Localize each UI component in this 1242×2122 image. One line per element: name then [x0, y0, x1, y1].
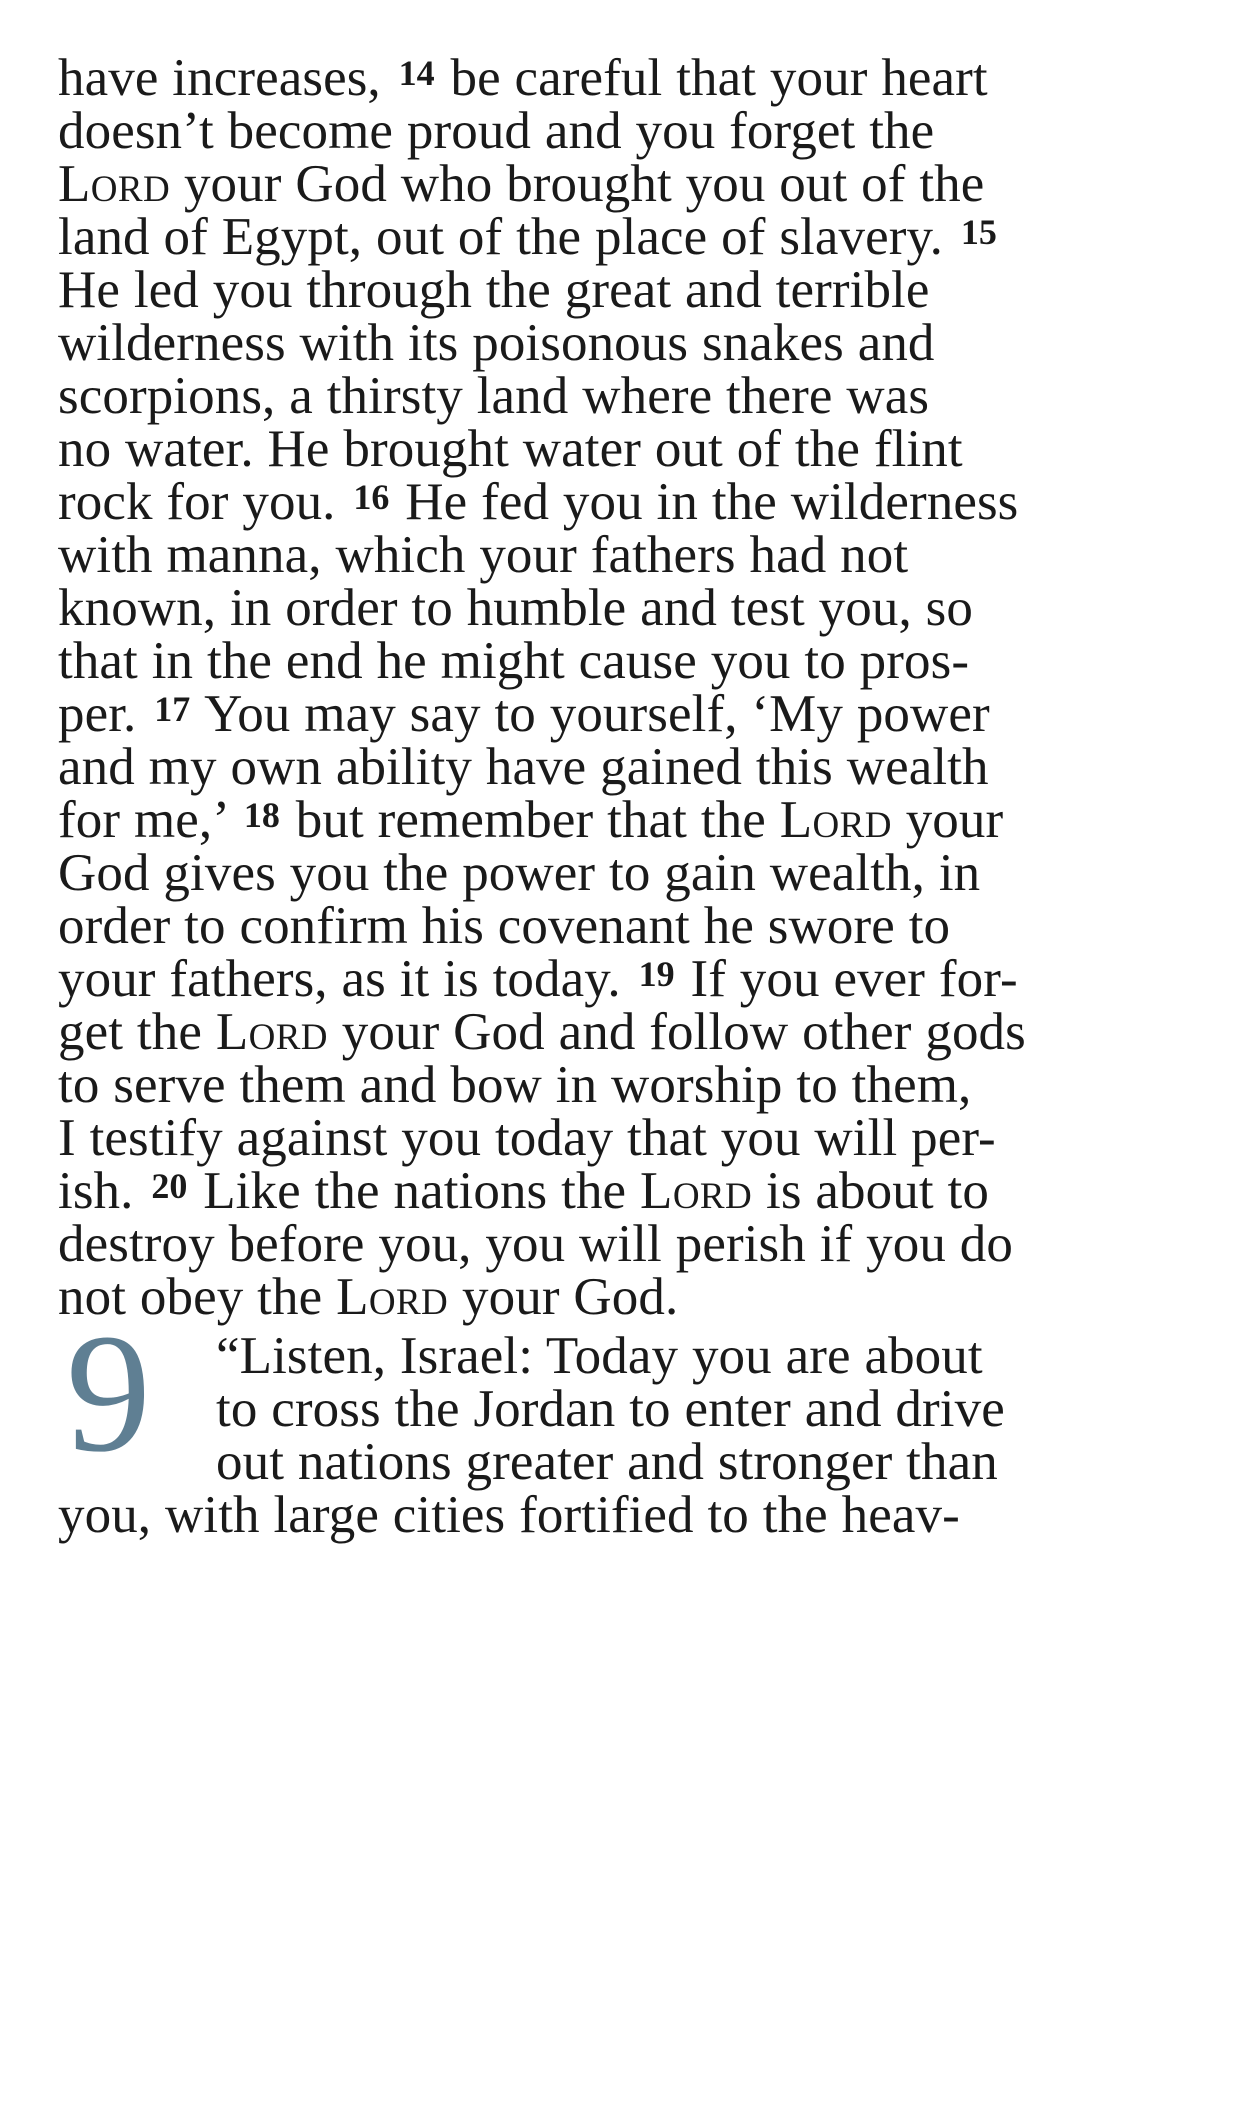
text-run: your God who brought you out of the	[170, 155, 985, 213]
verse-number: 18	[243, 795, 280, 835]
text-run: known, in order to humble and test you, so	[58, 579, 973, 637]
verse-number: 16	[353, 477, 390, 517]
divine-name: Lord	[58, 155, 171, 213]
text-line	[58, 579, 1194, 637]
text-line	[58, 1003, 1194, 1061]
text-run: You may say to yourself, ‘My power	[192, 685, 990, 743]
text-line	[58, 314, 1194, 372]
text-run: be careful that your heart	[436, 49, 988, 107]
text-line	[58, 1162, 1194, 1220]
chapter-number-dropcap: 9	[66, 1299, 152, 1487]
text-run: doesn’t become proud and you forget the	[58, 102, 935, 160]
text-run: Like the nations the	[189, 1162, 641, 1220]
text-run: that in the end he might cause you to pros-	[58, 632, 970, 690]
text-line	[58, 367, 1194, 425]
text-line	[58, 791, 1194, 849]
text-line	[58, 208, 1194, 266]
text-line	[58, 526, 1194, 584]
text-run: order to confirm his covenant he swore to	[58, 897, 951, 955]
text-run: your God and follow other gods	[327, 1003, 1026, 1061]
chapter-rest-lines	[58, 1486, 1194, 1544]
text-run: “Listen, Israel: Today you are about	[216, 1327, 983, 1385]
text-run: ish.	[58, 1162, 148, 1220]
text-run: with manna, which your fathers had not	[58, 526, 909, 584]
text-run: scorpions, a thirsty land where there was	[58, 367, 930, 425]
text-run: no water. He brought water out of the flint	[58, 420, 963, 478]
text-run: but remember that the	[281, 791, 780, 849]
verse-number: 19	[638, 954, 675, 994]
text-run: is about to	[752, 1162, 989, 1220]
text-run: for me,’	[58, 791, 240, 849]
text-run: land of Egypt, out of the place of slavery.	[58, 208, 957, 266]
text-run: to cross the Jordan to enter and drive	[216, 1380, 1005, 1438]
text-run: have increases,	[58, 49, 395, 107]
text-line	[58, 49, 1194, 107]
text-run: rock for you.	[58, 473, 350, 531]
text-run: you, with large cities fortified to the heav-	[58, 1486, 960, 1544]
text-run: and my own ability have gained this wealth	[58, 738, 989, 796]
text-run: If you ever for-	[676, 950, 1018, 1008]
text-run: out nations greater and stronger than	[216, 1433, 998, 1491]
text-line	[58, 844, 1194, 902]
chapter-9-block	[58, 1299, 1194, 1544]
divine-name-initial: L	[779, 791, 813, 849]
divine-name-initial: L	[336, 1268, 369, 1326]
divine-name: Lord	[640, 1162, 753, 1220]
divine-name-initial: L	[640, 1162, 673, 1220]
text-line	[58, 1109, 1194, 1167]
text-line	[216, 1380, 1194, 1438]
text-run: your God.	[448, 1268, 679, 1326]
text-line	[58, 738, 1194, 796]
text-line	[58, 420, 1194, 478]
divine-name: Lord	[779, 791, 892, 849]
text-run: He fed you in the wilderness	[391, 473, 1019, 531]
text-line	[58, 950, 1194, 1008]
text-line	[58, 1268, 1194, 1326]
chapter-continuation-lines	[58, 1486, 1194, 1544]
text-line	[58, 102, 1194, 160]
verse-number: 14	[398, 53, 435, 93]
text-run: your fathers, as it is today.	[58, 950, 635, 1008]
text-line	[58, 1215, 1194, 1273]
verse-number: 20	[151, 1166, 188, 1206]
text-run: wilderness with its poisonous snakes and	[58, 314, 935, 372]
text-line	[216, 1433, 1194, 1491]
text-run: He led you through the great and terrible	[58, 261, 930, 319]
text-run: get the	[58, 1003, 216, 1061]
divine-name-initial: L	[58, 155, 91, 213]
text-run: God gives you the power to gain wealth, in	[58, 844, 981, 902]
chapter-opening-lines	[216, 1327, 1194, 1491]
verse-number: 17	[154, 689, 191, 729]
text-run: not obey the	[58, 1268, 337, 1326]
text-run: per.	[58, 685, 151, 743]
chapter-indent-lines	[216, 1327, 1194, 1491]
divine-name: Lord	[215, 1003, 328, 1061]
scripture-body	[58, 49, 1194, 1544]
passage-paragraph	[58, 49, 1194, 1326]
text-line	[216, 1327, 1194, 1385]
divine-name-initial: L	[215, 1003, 249, 1061]
text-line	[58, 632, 1194, 690]
text-line	[58, 261, 1194, 319]
verse-number: 15	[960, 212, 997, 252]
passage-lines	[58, 49, 1194, 1326]
text-run: your	[891, 791, 1004, 849]
text-line	[58, 155, 1194, 213]
text-line	[58, 473, 1194, 531]
text-line	[58, 897, 1194, 955]
divine-name: Lord	[336, 1268, 449, 1326]
text-run: to serve them and bow in worship to them,	[58, 1056, 972, 1114]
text-run: I testify against you today that you will per-	[58, 1109, 996, 1167]
text-line	[58, 1486, 1194, 1544]
text-run: destroy before you, you will perish if you do	[58, 1215, 1013, 1273]
text-line	[58, 1056, 1194, 1114]
text-line	[58, 685, 1194, 743]
